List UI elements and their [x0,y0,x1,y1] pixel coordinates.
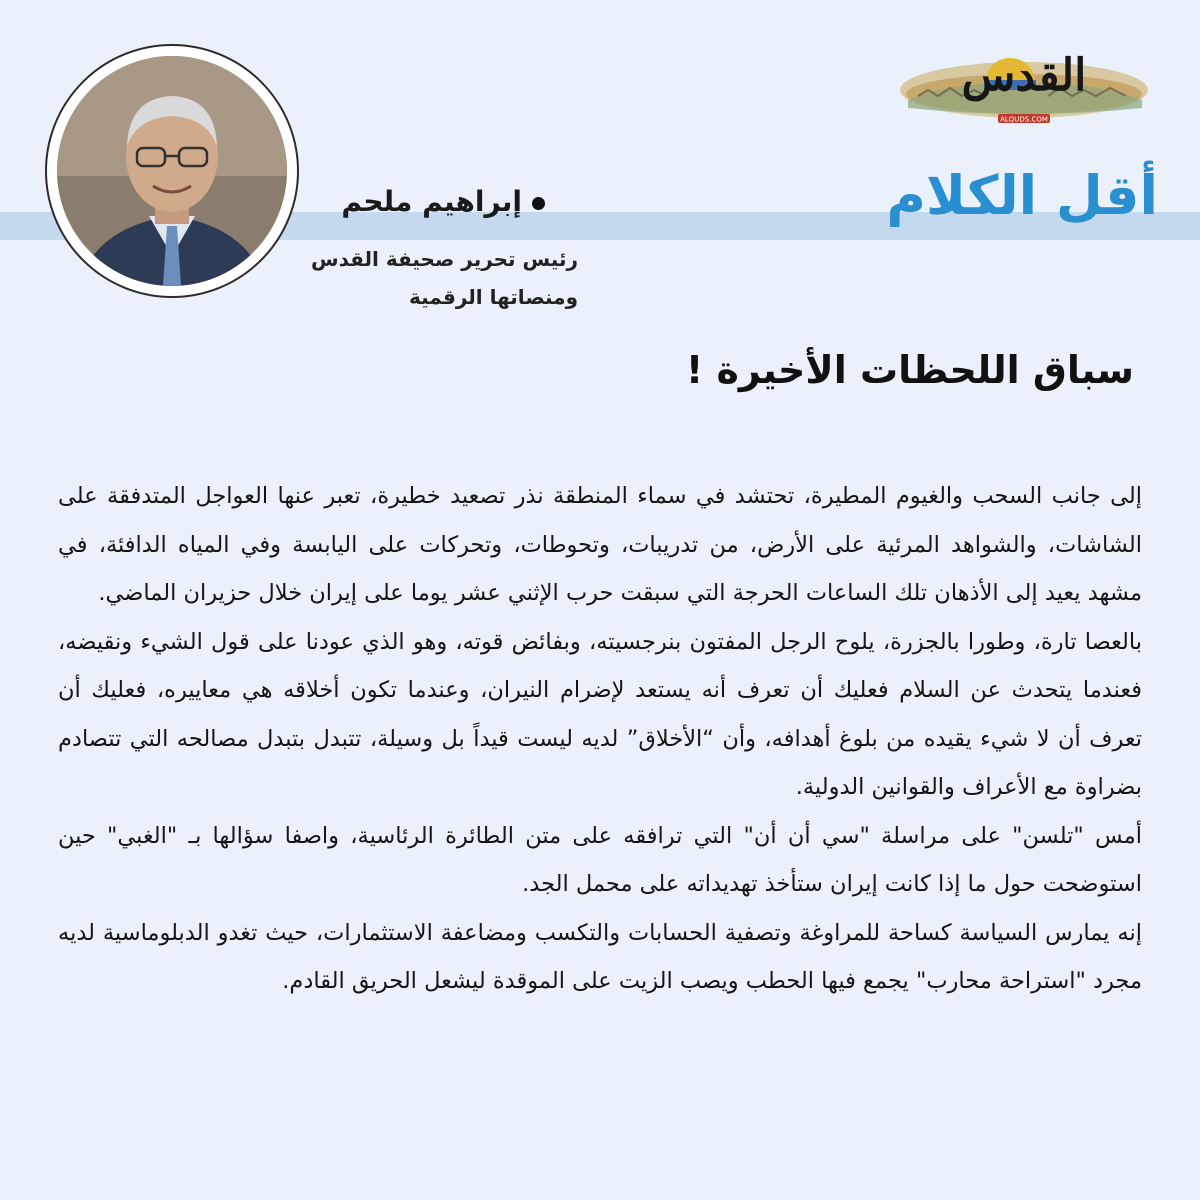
article-paragraph: بالعصا تارة، وطورا بالجزرة، يلوح الرجل المفتون بنرجسيته، وبفائض قوته، وهو الذي عودنا على قول الشيء ونقيضه، فعندما يتحدث عن السلام فعليك أن تعرف أنه يستعد لإضرام النيران، وعندما تكون أخلاقه هي معاييره، فعليك أن تعرف أن لا شيء يقيده من بلوغ أهدافه، وأن “الأخلاق” لديه ليست قيداً بل وسيلة، تتبدل بتبدل مصالحه التي تتصادم بضراوة مع الأعراف والقوانين الدولية. [58,628,1142,800]
article-paragraph: إلى جانب السحب والغيوم المطيرة، تحتشد في سماء المنطقة نذر تصعيد خطيرة، تعبر عنها العواجل المتدفقة على الشاشات، والشواهد المرئية على الأرض، من تدريبات، وتحوطات، وتحركات على اليابسة وفي المياه الدافئة، في مشهد يعيد إلى الأذهان تلك الساعات الحرجة التي سبقت حرب الإثني عشر يوما على إيران خلال حزيران الماضي. [58,483,1142,606]
alquds-logo-image [898,40,1150,126]
author-role-line2: ومنصاتها الرقمية [409,285,578,309]
article-headline: سباق اللحظات الأخيرة ! [685,348,1134,392]
article-paragraph: إنه يمارس السياسة كساحة للمراوغة وتصفية الحسابات والتكسب ومضاعفة الاستثمارات، حيث تغدو الدبلوماسية لديه مجرد "استراحة محارب" يجمع فيها الحطب ويصب الزيت على الموقدة ليشعل الحريق القادم. [58,919,1142,994]
article-paragraph: أمس "تلسن" على مراسلة "سي أن أن" التي ترافقه على متن الطائرة الرئاسية، واصفا سؤالها بـ "الغبي" حين استوضحت حول ما إذا كانت إيران ستأخذ تهديداته على محمل الجد. [58,822,1142,897]
alquds-logo [898,40,1150,126]
author-avatar [45,44,299,298]
author-photo [57,56,287,286]
article-body [58,472,1142,1006]
author-role [311,240,578,316]
logo-domain: ALQUDS.COM [1000,115,1048,124]
author-name: إبراهيم ملحم [341,185,522,218]
column-name: أقل الكلام [886,164,1158,227]
author-role-line1: رئيس تحرير صحيفة القدس [310,247,578,271]
bullet-icon [532,197,545,210]
author-byline [341,182,545,222]
logo-wordmark: القدس [961,50,1087,101]
